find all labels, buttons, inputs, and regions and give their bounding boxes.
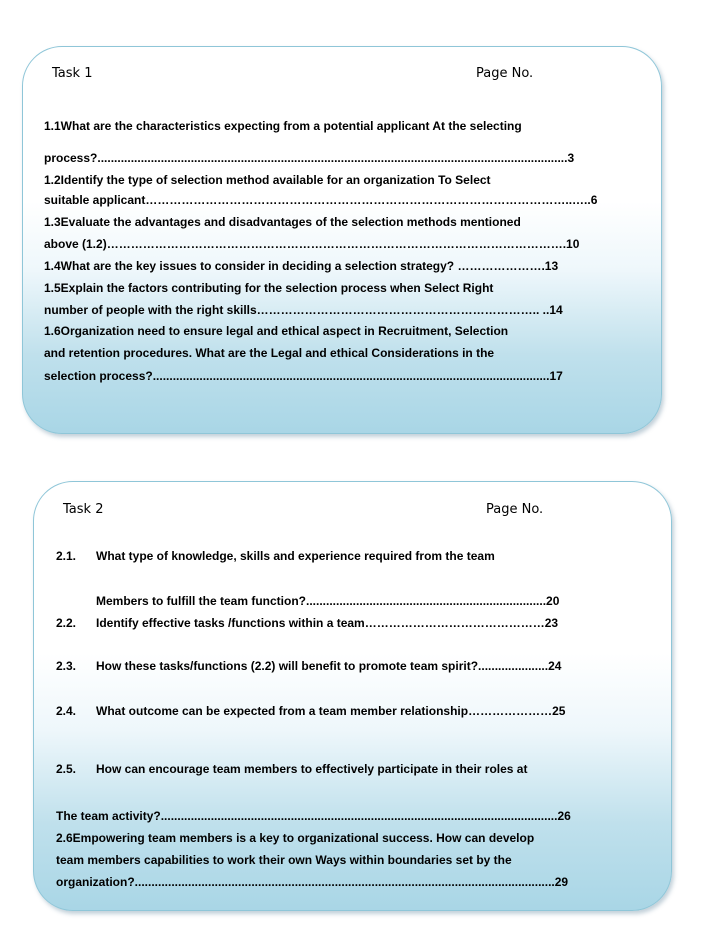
task2-item-text: Identify effective tasks /functions within a team………………………………………23: [96, 616, 559, 630]
task1-line-1: 1.1What are the characteristics expecting from a potential applicant At the selecting: [44, 119, 522, 133]
task1-line-11: and retention procedures. What are the Legal and ethical Considerations in the: [44, 346, 495, 360]
task2-item-number: 2.2.: [56, 616, 77, 630]
task2-page-label: Page No.: [486, 502, 544, 517]
task1-line-8: 1.5Explain the factors contributing for the selection process when Select Right: [44, 281, 494, 295]
task2-item-number: 2.1.: [56, 549, 77, 563]
task1-line-7: 1.4What are the key issues to consider in deciding a selection strategy? ………………….13: [44, 259, 559, 273]
task1-line-4: suitable applicant……………………………………………………………………………………………..…..6: [44, 193, 598, 207]
task2-item-text: How these tasks/functions (2.2) will benefit to promote team spirit?.....................24: [96, 659, 562, 673]
task2-item-text: Members to fulfill the team function?........................................................................20: [96, 594, 560, 608]
task2-item-number: 2.4.: [56, 704, 77, 718]
task2-item-text: What outcome can be expected from a team member relationship…………………25: [96, 704, 566, 718]
task1-line-5: 1.3Evaluate the advantages and disadvantages of the selection methods mentioned: [44, 215, 521, 229]
task1-title: Task 1: [52, 66, 93, 81]
task1-line-2: process?.............................................................................................................................................3: [44, 151, 575, 165]
task1-line-6: above (1.2)…………………………………………………………………………………………………….10: [44, 237, 580, 251]
task1-line-10: 1.6Organization need to ensure legal and ethical aspect in Recruitment, Selection: [44, 324, 509, 338]
task1-page-label: Page No.: [476, 66, 534, 81]
task2-line-3: team members capabilities to work their own Ways within boundaries set by the: [56, 853, 512, 867]
task1-line-3: 1.2Identify the type of selection method available for an organization To Select: [44, 173, 491, 187]
task2-panel: [33, 481, 672, 911]
task2-item-text: What type of knowledge, skills and experience required from the team: [96, 549, 495, 563]
task2-line-2: 2.6Empowering team members is a key to organizational success. How can develop: [56, 831, 535, 845]
task2-line-4: organization?..............................................................................................................................29: [56, 875, 569, 889]
task2-title: Task 2: [63, 502, 104, 517]
task2-line-1: The team activity?.......................................................................................................................26: [56, 809, 571, 823]
task2-item-number: 2.5.: [56, 762, 77, 776]
task1-line-9: number of people with the right skills…………………………………………………………….. ..14: [44, 303, 563, 317]
task2-item-text: How can encourage team members to effectively participate in their roles at: [96, 762, 528, 776]
task2-item-number: 2.3.: [56, 659, 77, 673]
task1-line-12: selection process?.......................................................................................................................17: [44, 369, 563, 383]
